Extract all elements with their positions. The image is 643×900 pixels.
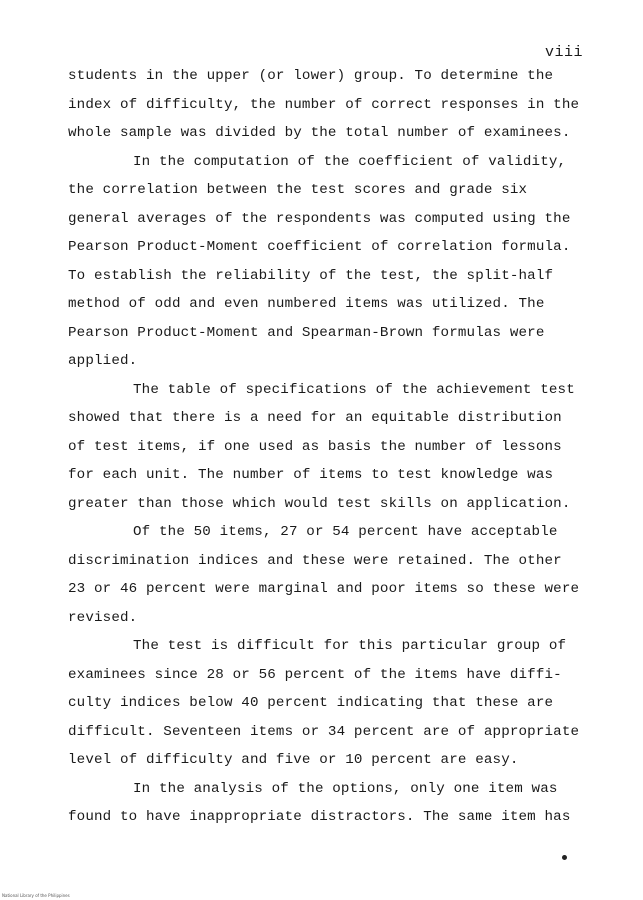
text-line: The test is difficult for this particular group of xyxy=(133,638,567,654)
text-line: greater than those which would test skills on application. xyxy=(68,495,571,512)
text-line: The table of specifications of the achievement test xyxy=(133,381,575,398)
text-line: of test items, if one used as basis the number of lessons xyxy=(68,438,562,455)
page-number: viii xyxy=(544,44,583,61)
text-line: culty indices below 40 percent indicating that these are xyxy=(68,695,554,711)
text-line: Of the 50 items, 27 or 54 percent have acceptable xyxy=(133,524,558,540)
text-line: method of odd and even numbered items was utilized. The xyxy=(68,296,545,312)
text-line: whole sample was divided by the total number of examinees. xyxy=(68,125,571,141)
body-text xyxy=(68,62,578,832)
text-line: found to have inappropriate distractors. The same item has xyxy=(68,809,571,825)
text-line: Pearson Product-Moment coefficient of correlation formula. xyxy=(68,239,571,255)
text-line: difficult. Seventeen items or 34 percent are of appropriate xyxy=(68,723,580,740)
text-line: showed that there is a need for an equitable distribution xyxy=(68,410,562,426)
text-line: examinees since 28 or 56 percent of the items have diffi- xyxy=(68,666,562,683)
text-line: discrimination indices and these were retained. The other xyxy=(68,552,562,569)
text-line: general averages of the respondents was computed using the xyxy=(68,210,571,227)
text-line: 23 or 46 percent were marginal and poor items so these were xyxy=(68,581,580,597)
text-line: the correlation between the test scores and grade six xyxy=(68,182,528,198)
footer-watermark: National Library of the Philippines xyxy=(2,893,70,898)
text-line: applied. xyxy=(68,353,138,369)
text-line: To establish the reliability of the test, the split-half xyxy=(68,267,554,284)
text-line: index of difficulty, the number of correct responses in the xyxy=(68,96,580,113)
text-line: revised. xyxy=(68,609,138,626)
text-line: In the computation of the coefficient of validity, xyxy=(133,153,567,170)
text-line: students in the upper (or lower) group. To determine the xyxy=(68,68,554,84)
text-line: for each unit. The number of items to test knowledge was xyxy=(68,467,554,483)
ink-speck xyxy=(562,855,567,860)
text-line: Pearson Product-Moment and Spearman-Brown formulas were xyxy=(68,324,545,341)
text-line: level of difficulty and five or 10 percent are easy. xyxy=(68,752,519,768)
text-line: In the analysis of the options, only one item was xyxy=(133,780,558,797)
